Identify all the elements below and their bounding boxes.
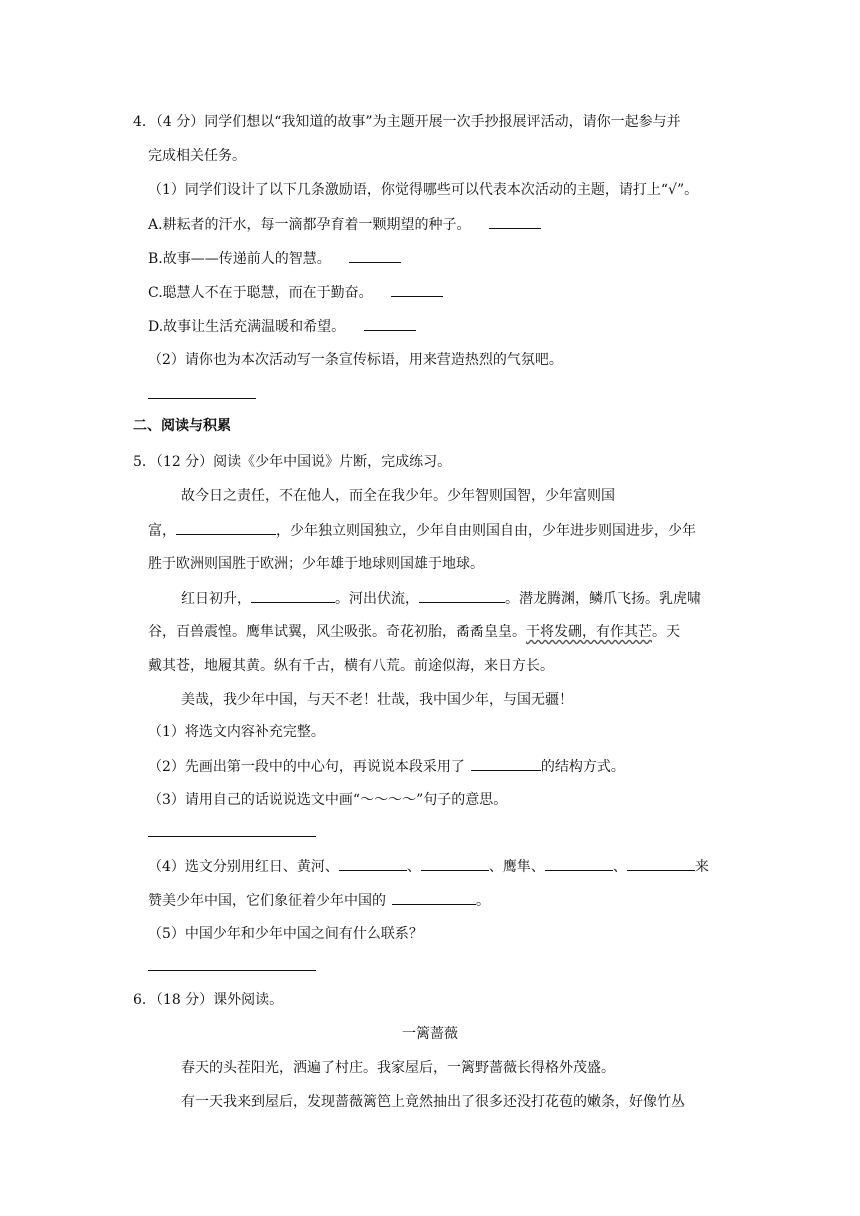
q5-para1-line3: 胜于欧洲则国胜于欧洲；少年雄于地球则国雄于地球。 [148,556,484,572]
q4-subq1: （1）同学们设计了以下几条激励语，你觉得哪些可以代表本次活动的主题，请打上“√”。 [148,182,699,198]
q4-option-d [148,316,416,337]
q6-passage-para1: 春天的头茬阳光，洒遍了村庄。我家屋后，一篱野蔷薇长得格外茂盛。 [181,1060,615,1076]
q5-subq5-answer-line[interactable] [148,970,316,971]
q5-para1-text-b: ，少年独立则国独立，少年自由则国自由，少年进步则国进步，少年 [276,523,696,539]
q5-para2-text-c: 。潜龙腾渊，鳞爪飞扬。乳虎啸 [505,591,701,607]
q5-subq4-text-a: （4）选文分别用红日、黄河、 [148,859,339,875]
q4-option-c-blank[interactable] [391,282,443,297]
q5-para2-text-b: 。河出伏流， [335,591,419,607]
q4-option-c-text: C.聪慧人不在于聪慧，而在于勤奋。 [148,285,373,301]
q4-option-a [148,214,541,235]
q5-subq3: （3）请用自己的话说说选文中画“～～～～”句子的意思。 [148,792,508,808]
q4-option-b-blank[interactable] [349,248,401,263]
q5-subq4-line1 [148,856,709,877]
q5-subq4-blank-5[interactable] [392,890,476,905]
q4-subq2: （2）请你也为本次活动写一条宣传标语，用来营造热烈的气氛吧。 [148,352,563,368]
q5-para2-text-e: 。天 [652,624,680,640]
q5-para3: 美哉，我少年中国，与天不老！壮哉，我中国少年，与国无疆！ [181,692,573,708]
q4-option-d-blank[interactable] [364,316,416,331]
q6-passage-para2: 有一天我来到屋后，发现蔷薇篱笆上竟然抽出了很多还没打花苞的嫩条，好像竹丛 [181,1094,685,1110]
q5-blank-3[interactable] [419,588,505,603]
q5-subq4-blank-1[interactable] [339,856,407,871]
q4-option-b [148,248,401,269]
q6-passage-title: 一篱蔷薇 [402,1026,458,1042]
q4-heading: 4．（4 分）同学们想以“我知道的故事”为主题开展一次手抄报展评活动，请你一起参与并 [133,114,681,130]
q5-subq4-text-c: 来 [694,859,709,875]
q5-subq4-blank-2[interactable] [421,856,489,871]
q5-subq2-blank[interactable] [471,756,541,771]
q5-subq4-blank-4[interactable] [627,856,695,871]
q6-heading: 6．（18 分）课外阅读。 [133,992,284,1008]
q4-option-a-text: A.耕耘者的汗水，每一滴都孕育着一颗期望的种子。 [148,217,471,233]
q4-answer-line[interactable] [148,398,256,399]
q5-subq4-sep-2: 、 [612,859,627,875]
q5-subq4-text-b: 、鹰隼、 [488,859,545,875]
q5-para1-text-a: 富， [148,523,176,539]
q5-wavy-sentence: 干将发硎，有作其芒 [526,624,652,640]
q5-para2-text-d: 谷，百兽震惶。鹰隼试翼，风尘吸张。奇花初胎，矞矞皇皇。 [148,624,526,640]
q4-option-a-blank[interactable] [489,214,541,229]
q4-heading-cont: 完成相关任务。 [148,148,246,164]
q4-option-b-text: B.故事——传递前人的智慧。 [148,251,331,267]
q5-subq4-sep-1: 、 [406,859,421,875]
q5-subq4-blank-3[interactable] [545,856,613,871]
q5-subq1: （1）将选文内容补充完整。 [148,724,325,740]
section-heading: 二、阅读与积累 [133,418,231,434]
q5-subq5: （5）中国少年和少年中国之间有什么联系？ [148,926,423,942]
q5-para2-line1 [181,588,701,609]
q5-subq2-text-b: 的结构方式。 [540,759,625,775]
q5-subq2-text-a: （2）先画出第一段中的中心句，再说说本段采用了 [148,759,465,775]
q5-para1-line1: 故今日之责任，不在他人，而全在我少年。少年智则国智，少年富则国 [181,488,615,504]
q5-heading: 5．（12 分）阅读《少年中国说》片断，完成练习。 [133,454,452,470]
q5-blank-1[interactable] [176,520,276,535]
q5-subq4-text-e: 。 [476,893,490,909]
q5-subq4-line2 [148,890,490,911]
q5-para2-line3: 戴其苍，地履其黄。纵有千古，横有八荒。前途似海，来日方长。 [148,658,554,674]
q4-option-d-text: D.故事让生活充满温暖和希望。 [148,319,346,335]
q5-para2-text-a: 红日初升， [181,591,251,607]
q5-subq2 [148,756,625,777]
q5-blank-2[interactable] [251,588,335,603]
q5-para1-line2 [148,520,696,541]
q5-subq4-text-d: 赞美少年中国，它们象征着少年中国的 [148,893,386,909]
q5-subq3-answer-line[interactable] [148,836,316,837]
q4-option-c [148,282,443,303]
q5-para2-line2 [148,622,680,642]
